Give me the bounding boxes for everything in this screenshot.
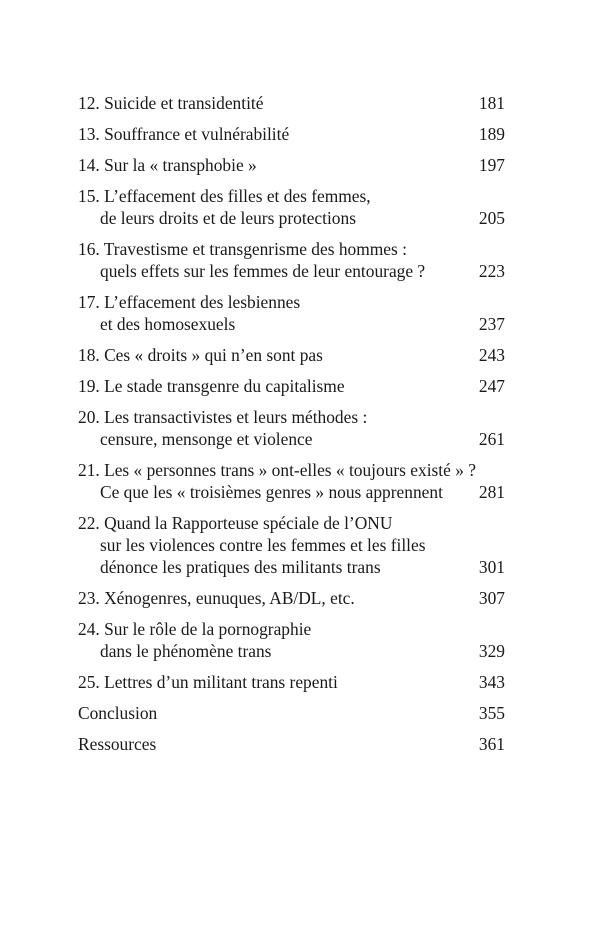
- toc-entry-title: [78, 238, 425, 282]
- toc-entry-line: censure, mensonge et violence: [100, 429, 313, 449]
- toc-page-number: 281: [478, 482, 505, 502]
- toc-page-number: 205: [478, 208, 505, 228]
- toc-entry-title: [78, 375, 345, 397]
- toc-entry-line: 15. L’effacement des filles et des femmes,: [78, 186, 371, 206]
- toc-page-number: 261: [478, 429, 505, 449]
- toc-entry-line: Conclusion: [78, 703, 158, 723]
- toc-entry-line: dans le phénomène trans: [100, 641, 272, 661]
- toc-entry-line: 20. Les transactivistes et leurs méthodes :: [78, 407, 368, 427]
- toc-entry-line: et des homosexuels: [100, 314, 236, 334]
- toc-page-number: 197: [478, 155, 505, 175]
- toc-entry-line: 19. Le stade transgenre du capitalisme: [78, 376, 345, 396]
- toc-entry: [78, 702, 505, 724]
- toc-page-number: 355: [478, 703, 505, 723]
- toc-page-number: 237: [478, 314, 505, 334]
- toc-entry-line: 16. Travestisme et transgenrisme des hommes :: [78, 239, 407, 259]
- toc-entry-title: [78, 185, 371, 229]
- toc-page-number: 189: [478, 124, 505, 144]
- toc-entry: [78, 459, 505, 503]
- toc-entry-title: [78, 154, 257, 176]
- toc-page-number: 307: [478, 588, 505, 608]
- toc-entry-line: 21. Les « personnes trans » ont-elles « toujours existé » ?: [78, 460, 476, 480]
- toc-entry: [78, 185, 505, 229]
- toc-entry-title: [78, 344, 323, 366]
- toc-entry-line: 25. Lettres d’un militant trans repenti: [78, 672, 338, 692]
- toc-entry: [78, 671, 505, 693]
- toc-entry: [78, 618, 505, 662]
- toc-page-number: 343: [478, 672, 505, 692]
- toc-entry: [78, 154, 505, 176]
- table-of-contents: [78, 92, 505, 764]
- toc-entry-title: [78, 92, 263, 114]
- toc-entry-title: [78, 618, 311, 662]
- toc-entry: [78, 406, 505, 450]
- toc-entry-line: sur les violences contre les femmes et les filles: [100, 535, 426, 555]
- toc-page-number: 301: [478, 557, 505, 577]
- toc-entry-title: [78, 671, 338, 693]
- toc-entry-title: [78, 291, 300, 335]
- toc-entry-line: 23. Xénogenres, eunuques, AB/DL, etc.: [78, 588, 355, 608]
- toc-page-number: 223: [478, 261, 505, 281]
- toc-page-number: 329: [478, 641, 505, 661]
- toc-page-number: 361: [478, 734, 505, 754]
- toc-entry: [78, 587, 505, 609]
- toc-entry-line: de leurs droits et de leurs protections: [100, 208, 356, 228]
- toc-page-number: 181: [478, 93, 505, 113]
- toc-entry-line: Ressources: [78, 734, 157, 754]
- toc-entry: [78, 123, 505, 145]
- toc-entry-title: [78, 733, 156, 755]
- toc-entry-line: Ce que les « troisièmes genres » nous apprennent: [100, 482, 443, 502]
- toc-entry-line: 13. Souffrance et vulnérabilité: [78, 124, 290, 144]
- toc-entry-line: 14. Sur la « transphobie »: [78, 155, 257, 175]
- toc-entry: [78, 291, 505, 335]
- toc-entry-line: 18. Ces « droits » qui n’en sont pas: [78, 345, 323, 365]
- toc-entry-line: dénonce les pratiques des militants trans: [100, 557, 381, 577]
- toc-entry: [78, 375, 505, 397]
- toc-entry-title: [78, 702, 157, 724]
- toc-page-number: 247: [478, 376, 505, 396]
- toc-entry-line: quels effets sur les femmes de leur entourage ?: [100, 261, 426, 281]
- toc-entry-title: [78, 459, 476, 503]
- toc-entry-line: 24. Sur le rôle de la pornographie: [78, 619, 312, 639]
- toc-entry: [78, 238, 505, 282]
- toc-entry-title: [78, 512, 426, 578]
- toc-entry-line: 22. Quand la Rapporteuse spéciale de l’ONU: [78, 513, 393, 533]
- toc-page-number: 243: [478, 345, 505, 365]
- toc-entry: [78, 733, 505, 755]
- toc-entry-title: [78, 406, 367, 450]
- toc-entry-title: [78, 587, 355, 609]
- toc-entry: [78, 344, 505, 366]
- toc-entry: [78, 92, 505, 114]
- toc-entry-title: [78, 123, 289, 145]
- toc-entry-line: 17. L’effacement des lesbiennes: [78, 292, 301, 312]
- toc-entry-line: 12. Suicide et transidentité: [78, 93, 264, 113]
- toc-entry: [78, 512, 505, 578]
